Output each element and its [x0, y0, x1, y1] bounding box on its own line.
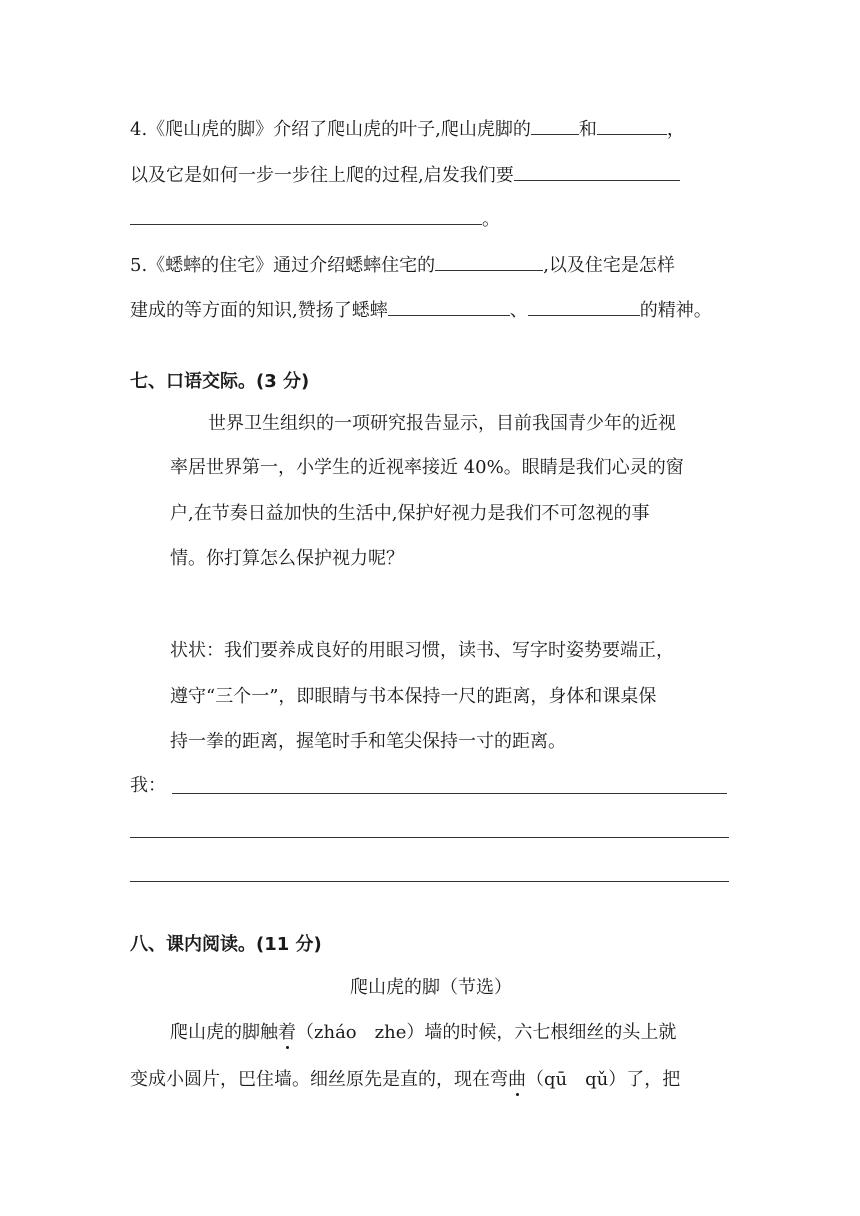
section7-heading: 七、口语交际。(3 分)	[130, 371, 310, 392]
q5-blank-3[interactable]	[528, 297, 640, 316]
q5-blank-2[interactable]	[388, 297, 510, 316]
q4-line2	[130, 162, 680, 189]
q5-end: 的精神。	[639, 300, 712, 321]
q4-text-2: 以及它是如何一步一步往上爬的过程,启发我们要	[130, 165, 514, 186]
q4-line1	[130, 116, 685, 143]
q4-blank-1[interactable]	[531, 116, 579, 135]
q4-blank-2[interactable]	[597, 116, 667, 135]
s7-sample-line-2: 遵守“三个一”，即眼睛与书本保持一尺的距离，身体和课桌保	[170, 686, 657, 707]
q5-line1	[130, 252, 675, 279]
answer-line-1[interactable]	[172, 793, 727, 794]
passage-title: 爬山虎的脚（节选）	[350, 977, 512, 998]
q5-sep: 、	[509, 300, 528, 321]
s7-passage-line-3: 户,在节奏日益加快的生活中,保护好视力是我们不可忽视的事	[170, 503, 650, 524]
s7-passage-line-1: 世界卫生组织的一项研究报告显示，目前我国青少年的近视	[208, 413, 676, 434]
answer-line-2[interactable]	[130, 837, 729, 838]
p1-text-b: （zháo zhe）墙的时候，六七根细丝的头上就	[296, 1022, 677, 1043]
q4-line3	[130, 206, 500, 233]
me-label: 我：	[130, 775, 166, 796]
answer-line-3[interactable]	[130, 881, 729, 882]
q5-blank-1[interactable]	[435, 252, 543, 271]
q5-text-b: ,以及住宅是怎样	[543, 255, 675, 276]
dotted-char-zhe: 着	[278, 1022, 296, 1043]
dotted-char-qu: 曲	[508, 1069, 526, 1090]
section8-heading: 八、课内阅读。(11 分)	[130, 934, 322, 955]
q4-text: 4.《爬山虎的脚》介绍了爬山虎的叶子,爬山虎脚的	[130, 119, 531, 140]
s7-sample-line-3: 持一拳的距离，握笔时手和笔尖保持一寸的距离。	[170, 731, 566, 752]
p2-text-b: （qū qǔ）了，把	[526, 1069, 681, 1090]
q4-comma: ，	[666, 119, 685, 140]
q4-blank-4[interactable]	[130, 206, 482, 225]
s7-sample-line-1: 状状：我们要养成良好的用眼习惯，读书、写字时姿势要端正，	[170, 640, 674, 661]
passage-line-2	[130, 1067, 680, 1093]
q4-blank-3[interactable]	[514, 162, 680, 181]
q5-text: 5.《蟋蟀的住宅》通过介绍蟋蟀住宅的	[130, 255, 436, 276]
p2-text-a: 变成小圆片，巴住墙。细丝原先是直的，现在弯	[130, 1069, 508, 1090]
passage-line-1	[170, 1020, 676, 1046]
q5-line2	[130, 297, 712, 324]
q5-text-2: 建成的等方面的知识,赞扬了蟋蟀	[130, 300, 388, 321]
s7-passage-line-2: 率居世界第一，小学生的近视率接近 40%。眼睛是我们心灵的窗	[170, 457, 684, 478]
s7-passage-line-4: 情。你打算怎么保护视力呢？	[170, 548, 404, 569]
q4-and: 和	[578, 119, 597, 140]
p1-text-a: 爬山虎的脚触	[170, 1022, 278, 1043]
q4-period: 。	[482, 209, 500, 230]
